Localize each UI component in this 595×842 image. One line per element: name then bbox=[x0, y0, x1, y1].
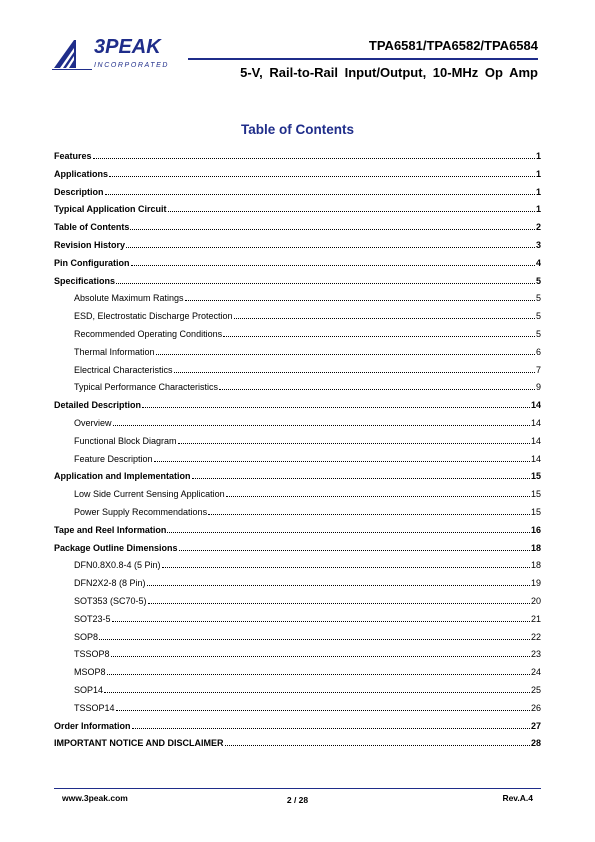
toc-entry-page: 5 bbox=[535, 275, 541, 286]
toc-entry-page: 15 bbox=[530, 471, 541, 482]
toc-entry[interactable] bbox=[54, 275, 541, 293]
footer-website-link[interactable]: www.3peak.com bbox=[62, 793, 128, 803]
footer-divider bbox=[54, 788, 541, 789]
toc-entry-page: 20 bbox=[530, 595, 541, 606]
toc-entry-page: 6 bbox=[535, 346, 541, 357]
toc-leader-dots bbox=[142, 399, 530, 408]
toc-entry-title: MSOP8 bbox=[74, 667, 106, 678]
toc-leader-dots bbox=[219, 381, 535, 390]
toc-entry-page: 14 bbox=[530, 417, 541, 428]
toc-leader-dots bbox=[130, 221, 535, 230]
toc-entry-page: 18 bbox=[530, 542, 541, 553]
toc-entry-page: 4 bbox=[535, 257, 541, 268]
toc-entry-title: SOP8 bbox=[74, 631, 99, 642]
toc-leader-dots bbox=[168, 203, 535, 212]
toc-entry-title: Table of Contents bbox=[54, 222, 130, 233]
toc-entry-title: DFN2X2-8 (8 Pin) bbox=[74, 578, 146, 589]
toc-leader-dots bbox=[93, 150, 535, 159]
toc-leader-dots bbox=[226, 488, 530, 497]
toc-entry-title: Pin Configuration bbox=[54, 257, 130, 268]
toc-entry-title: Feature Description bbox=[74, 453, 153, 464]
toc-entry[interactable] bbox=[54, 292, 541, 310]
toc-leader-dots bbox=[225, 737, 530, 746]
toc-entry[interactable] bbox=[54, 702, 541, 720]
toc-entry-page: 19 bbox=[530, 578, 541, 589]
toc-leader-dots bbox=[126, 239, 535, 248]
toc-leader-dots bbox=[162, 559, 530, 568]
toc-leader-dots bbox=[105, 186, 535, 195]
toc-entry[interactable] bbox=[54, 328, 541, 346]
toc-leader-dots bbox=[208, 506, 530, 515]
toc-leader-dots bbox=[99, 631, 530, 640]
toc-entry-title: TSSOP8 bbox=[74, 649, 110, 660]
toc-entry[interactable] bbox=[54, 488, 541, 506]
toc-leader-dots bbox=[116, 275, 535, 284]
toc-leader-dots bbox=[192, 470, 530, 479]
document-subtitle: 5-V, Rail-to-Rail Input/Output, 10-MHz Op Amp bbox=[240, 65, 538, 80]
toc-entry-title: Revision History bbox=[54, 239, 126, 250]
toc-entry-title: Power Supply Recommendations bbox=[74, 506, 208, 517]
toc-entry-page: 7 bbox=[535, 364, 541, 375]
toc-entry-title: Electrical Characteristics bbox=[74, 364, 173, 375]
toc-entry[interactable] bbox=[54, 168, 541, 186]
toc-entry-page: 14 bbox=[530, 400, 541, 411]
toc-leader-dots bbox=[178, 435, 530, 444]
toc-entry-page: 28 bbox=[530, 738, 541, 749]
page-footer bbox=[62, 793, 533, 807]
toc-entry-title: Functional Block Diagram bbox=[74, 435, 177, 446]
toc-leader-dots bbox=[223, 328, 535, 337]
toc-entry-page: 3 bbox=[535, 239, 541, 250]
toc-entry[interactable] bbox=[54, 417, 541, 435]
toc-leader-dots bbox=[111, 648, 530, 657]
toc-entry[interactable] bbox=[54, 310, 541, 328]
toc-entry-title: Detailed Description bbox=[54, 400, 142, 411]
toc-entry-title: Tape and Reel Information bbox=[54, 524, 167, 535]
toc-entry[interactable] bbox=[54, 684, 541, 702]
toc-leader-dots bbox=[156, 346, 535, 355]
toc-entry[interactable] bbox=[54, 257, 541, 275]
toc-entry-page: 24 bbox=[530, 667, 541, 678]
toc-entry-title: SOT23-5 bbox=[74, 613, 111, 624]
toc-entry-title: SOP14 bbox=[74, 684, 104, 695]
toc-entry[interactable] bbox=[54, 364, 541, 382]
table-of-contents bbox=[54, 150, 541, 755]
toc-entry-page: 26 bbox=[530, 702, 541, 713]
toc-entry-page: 27 bbox=[530, 720, 541, 731]
toc-leader-dots bbox=[185, 292, 535, 301]
toc-entry-page: 5 bbox=[535, 328, 541, 339]
toc-entry[interactable] bbox=[54, 203, 541, 221]
toc-leader-dots bbox=[179, 542, 530, 551]
toc-entry-title: Typical Application Circuit bbox=[54, 204, 167, 215]
toc-leader-dots bbox=[131, 257, 535, 266]
toc-entry[interactable] bbox=[54, 524, 541, 542]
toc-entry[interactable] bbox=[54, 186, 541, 204]
toc-leader-dots bbox=[112, 613, 530, 622]
toc-entry-title: Features bbox=[54, 151, 92, 161]
toc-leader-dots bbox=[132, 720, 530, 729]
logo-name: 3PEAK bbox=[94, 36, 161, 58]
toc-entry-page: 14 bbox=[530, 453, 541, 464]
toc-entry-page: 1 bbox=[535, 151, 541, 161]
toc-entry-page: 16 bbox=[530, 524, 541, 535]
toc-leader-dots bbox=[174, 364, 535, 373]
toc-entry[interactable] bbox=[54, 577, 541, 595]
toc-entry-page: 9 bbox=[535, 382, 541, 393]
toc-entry[interactable] bbox=[54, 737, 541, 755]
toc-entry[interactable] bbox=[54, 150, 541, 168]
toc-entry-title: ESD, Electrostatic Discharge Protection bbox=[74, 311, 233, 322]
toc-entry-page: 5 bbox=[535, 293, 541, 304]
toc-entry-title: Specifications bbox=[54, 275, 116, 286]
toc-leader-dots bbox=[147, 577, 530, 586]
toc-entry-title: Thermal Information bbox=[74, 346, 155, 357]
toc-entry[interactable] bbox=[54, 506, 541, 524]
page-header bbox=[0, 0, 595, 100]
3peak-logo-icon bbox=[52, 38, 92, 70]
toc-entry[interactable] bbox=[54, 595, 541, 613]
toc-entry-title: Low Side Current Sensing Application bbox=[74, 489, 225, 500]
toc-entry-page: 1 bbox=[535, 204, 541, 215]
part-numbers: TPA6581/TPA6582/TPA6584 bbox=[368, 38, 538, 53]
toc-entry[interactable] bbox=[54, 631, 541, 649]
footer-page-number: 2 / 28 bbox=[286, 795, 309, 805]
header-divider bbox=[188, 58, 538, 60]
toc-entry-title: TSSOP14 bbox=[74, 702, 115, 713]
toc-entry-title: Application and Implementation bbox=[54, 471, 191, 482]
toc-entry-page: 2 bbox=[535, 222, 541, 233]
toc-entry[interactable] bbox=[54, 453, 541, 471]
toc-entry[interactable] bbox=[54, 559, 541, 577]
toc-leader-dots bbox=[167, 524, 530, 533]
toc-entry[interactable] bbox=[54, 381, 541, 399]
footer-revision: Rev.A.4 bbox=[502, 793, 533, 803]
toc-entry-page: 22 bbox=[530, 631, 541, 642]
toc-leader-dots bbox=[234, 310, 535, 319]
toc-entry-page: 23 bbox=[530, 649, 541, 660]
toc-entry[interactable] bbox=[54, 399, 541, 417]
toc-entry-title: DFN0.8X0.8-4 (5 Pin) bbox=[74, 560, 161, 571]
toc-entry-title: Recommended Operating Conditions bbox=[74, 328, 223, 339]
toc-leader-dots bbox=[148, 595, 530, 604]
toc-entry-page: 1 bbox=[535, 168, 541, 179]
toc-entry[interactable] bbox=[54, 346, 541, 364]
toc-leader-dots bbox=[116, 702, 530, 711]
toc-entry-title: Overview bbox=[74, 417, 112, 428]
toc-entry-page: 14 bbox=[530, 435, 541, 446]
toc-leader-dots bbox=[109, 168, 535, 177]
toc-entry[interactable] bbox=[54, 542, 541, 560]
toc-entry-title: IMPORTANT NOTICE AND DISCLAIMER bbox=[54, 738, 224, 749]
toc-leader-dots bbox=[113, 417, 530, 426]
toc-leader-dots bbox=[107, 666, 530, 675]
toc-entry-page: 21 bbox=[530, 613, 541, 624]
toc-entry[interactable] bbox=[54, 470, 541, 488]
toc-entry-page: 5 bbox=[535, 311, 541, 322]
toc-entry-title: Order Information bbox=[54, 720, 131, 731]
toc-entry[interactable] bbox=[54, 613, 541, 631]
toc-entry-title: SOT353 (SC70-5) bbox=[74, 595, 147, 606]
toc-entry-title: Package Outline Dimensions bbox=[54, 542, 178, 553]
toc-entry[interactable] bbox=[54, 648, 541, 666]
toc-entry[interactable] bbox=[54, 221, 541, 239]
toc-title: Table of Contents bbox=[241, 122, 354, 137]
toc-leader-dots bbox=[154, 453, 530, 462]
toc-entry[interactable] bbox=[54, 239, 541, 257]
toc-leader-dots bbox=[104, 684, 530, 693]
toc-entry-page: 15 bbox=[530, 489, 541, 500]
toc-entry-page: 18 bbox=[530, 560, 541, 571]
toc-entry-title: Applications bbox=[54, 168, 109, 179]
company-logo bbox=[52, 36, 182, 76]
toc-entry[interactable] bbox=[54, 435, 541, 453]
toc-entry-title: Absolute Maximum Ratings bbox=[74, 293, 184, 304]
toc-entry[interactable] bbox=[54, 666, 541, 684]
toc-entry-title: Description bbox=[54, 186, 104, 197]
toc-entry-title: Typical Performance Characteristics bbox=[74, 382, 219, 393]
toc-entry-page: 15 bbox=[530, 506, 541, 517]
logo-tagline: INCORPORATED bbox=[94, 62, 170, 69]
toc-entry[interactable] bbox=[54, 720, 541, 738]
toc-entry-page: 25 bbox=[530, 684, 541, 695]
toc-entry-page: 1 bbox=[535, 186, 541, 197]
